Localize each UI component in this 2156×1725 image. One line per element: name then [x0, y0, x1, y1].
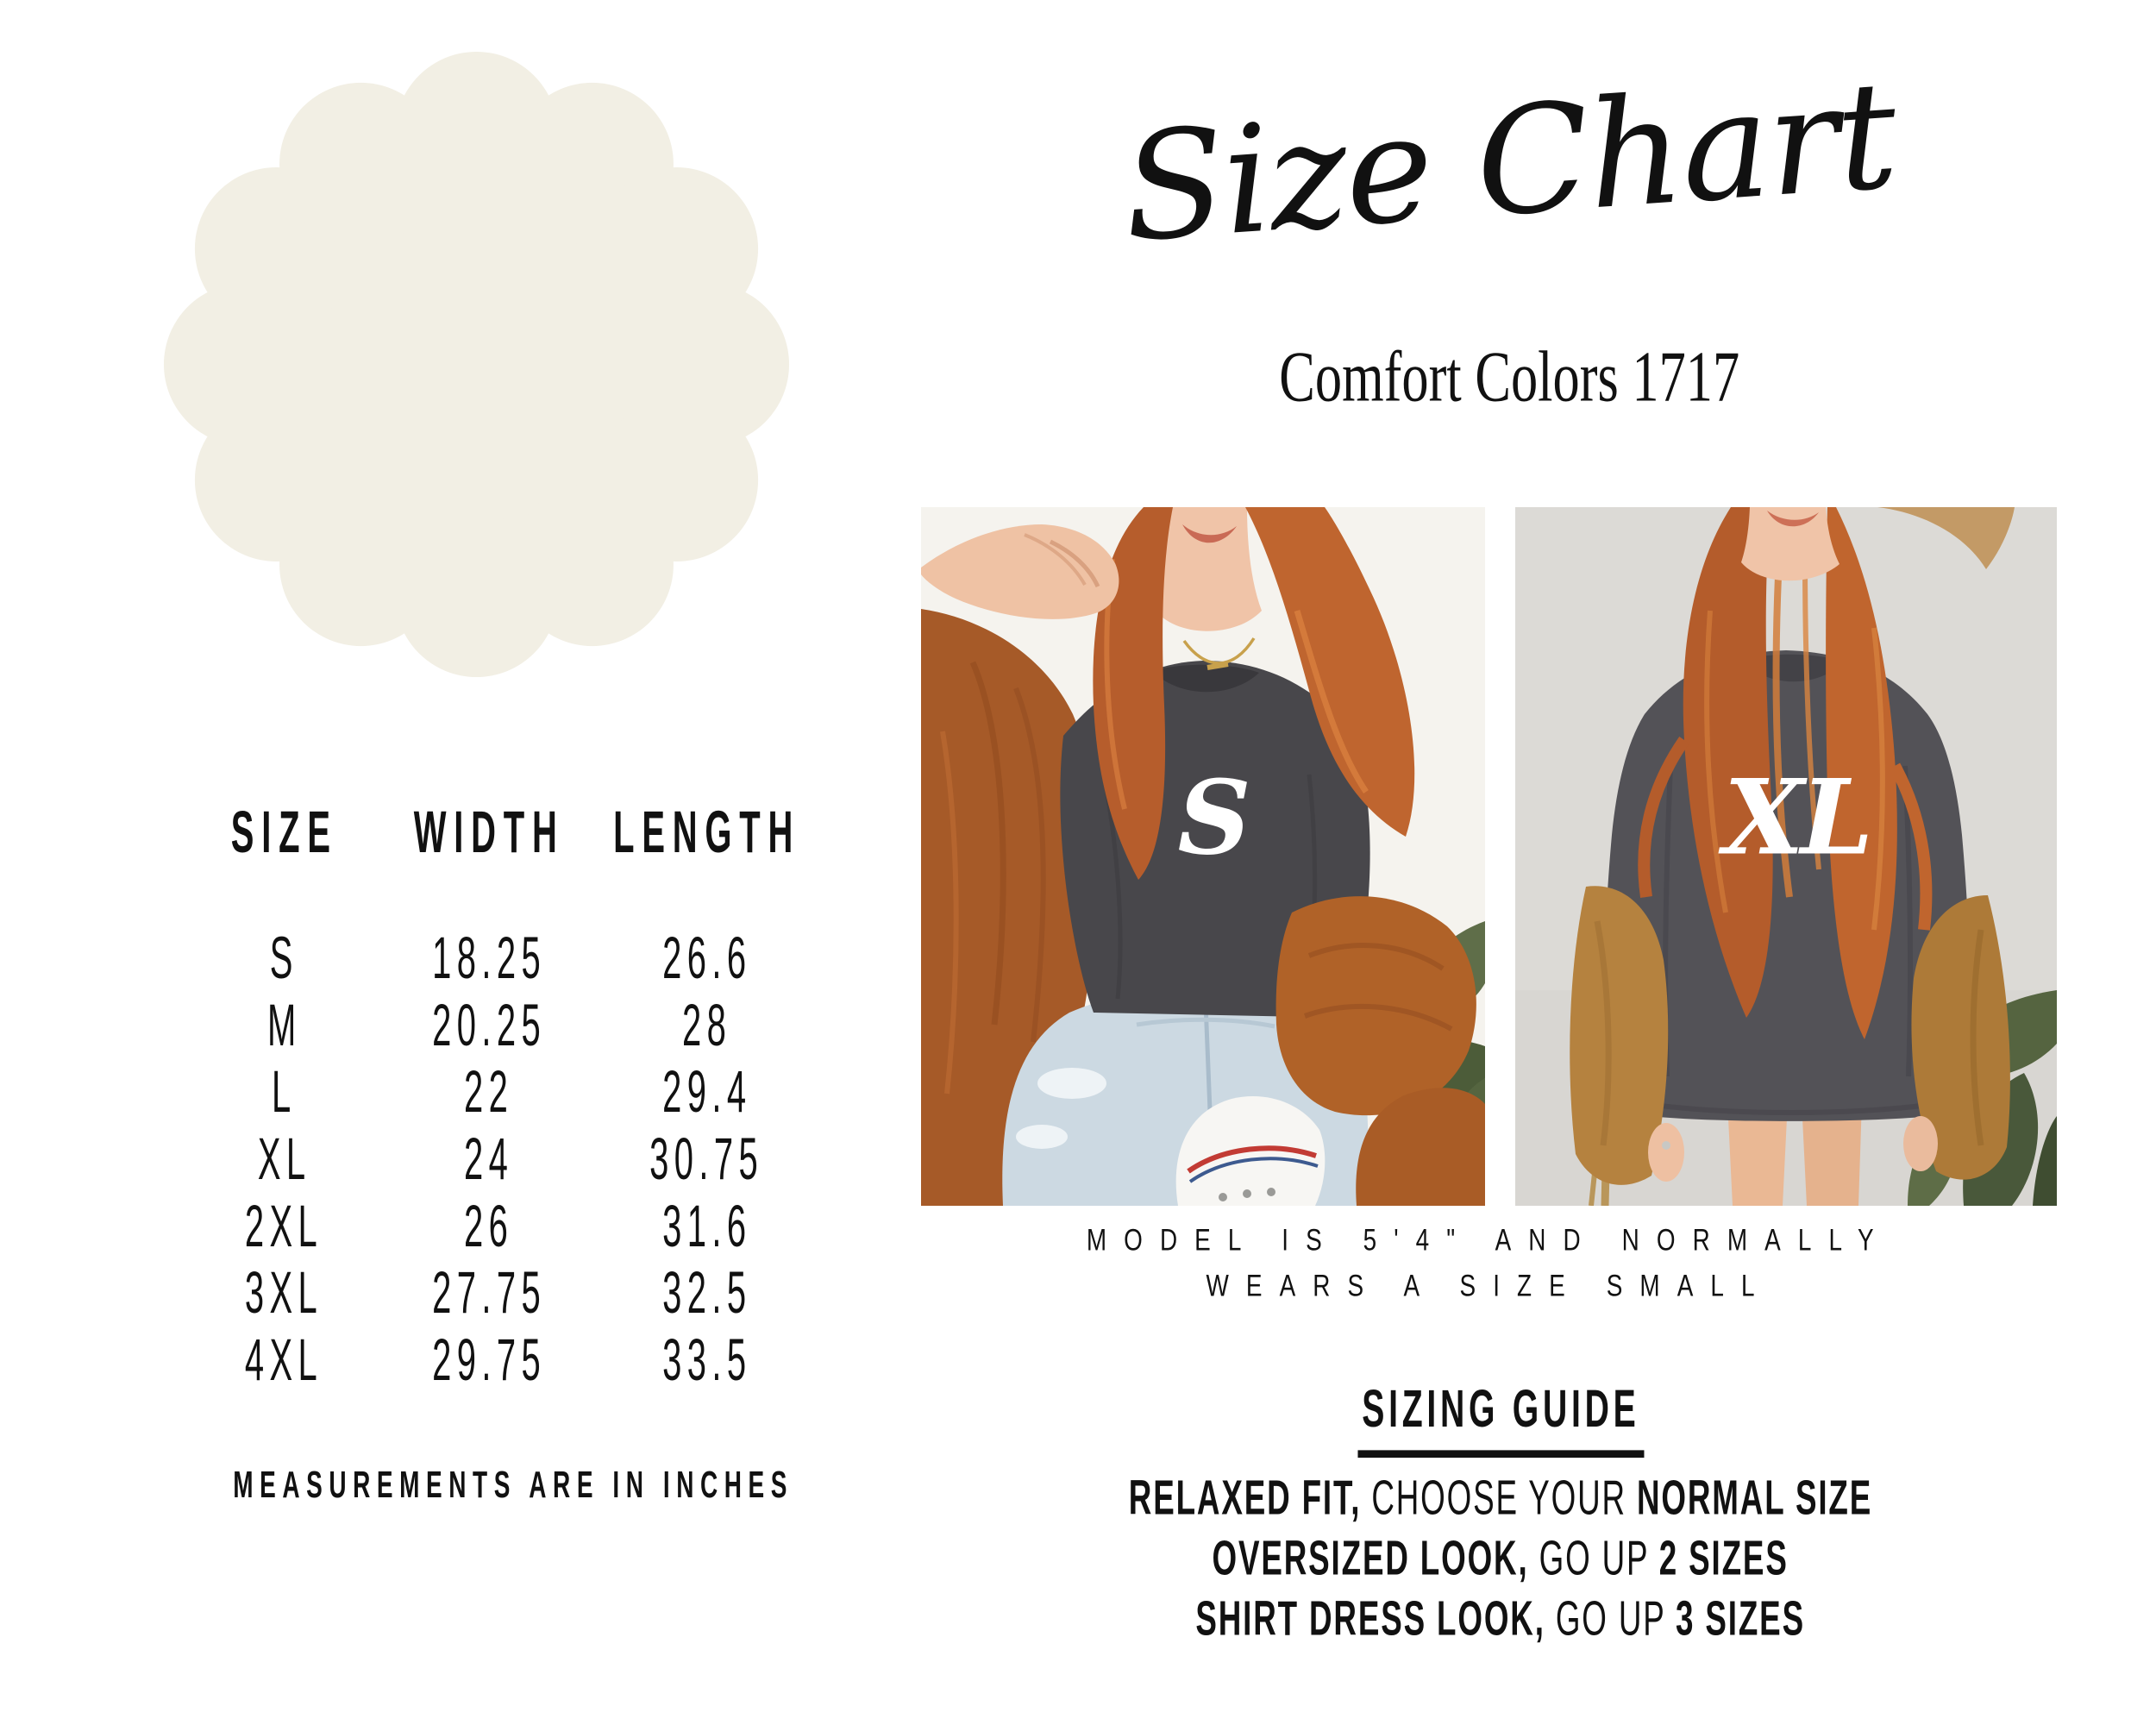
cell-size: 3XL [245, 1259, 323, 1327]
table-row [183, 1193, 821, 1260]
table-row [183, 1126, 821, 1193]
col-header-width: WIDTH [413, 799, 565, 866]
col-header-length: LENGTH [612, 799, 801, 866]
cell-size: XL [257, 1126, 311, 1193]
table-row [183, 992, 821, 1059]
cell-length: 30.75 [649, 1126, 764, 1193]
model-photo-size-xl [1515, 507, 2057, 1206]
cell-length: 33.5 [661, 1327, 752, 1394]
cell-length: 31.6 [661, 1193, 752, 1259]
guide-line-oversized: OVERSIZED LOOK, GO UP 2 SIZES [1212, 1530, 1789, 1585]
model-photo-size-s [921, 507, 1485, 1206]
col-header-size: SIZE [230, 799, 338, 866]
cell-size: 4XL [245, 1327, 323, 1394]
measurements-note: MEASUREMENTS ARE IN INCHES [233, 1464, 793, 1506]
table-row [183, 925, 821, 992]
size-table-header [183, 800, 821, 864]
cell-size: L [272, 1058, 297, 1126]
cell-length: 29.4 [661, 1058, 752, 1126]
page-title-script: Size Chart [1117, 47, 1901, 276]
cell-width: 26 [464, 1193, 514, 1259]
model-caption [921, 1220, 2057, 1311]
table-row [183, 1259, 821, 1327]
size-table [183, 800, 821, 1394]
cell-length: 26.6 [661, 925, 752, 992]
guide-line-relaxed: RELAXED FIT, CHOOSE YOUR NORMAL SIZE [1128, 1470, 1873, 1525]
cell-width: 22 [464, 1058, 514, 1126]
cell-size: 2XL [245, 1193, 323, 1259]
shirt-size-label-xl: XL [1723, 756, 1871, 879]
cell-length: 28 [681, 992, 732, 1058]
model-caption-line1: MODEL IS 5'4" AND NORMALLY [1087, 1222, 1891, 1258]
cell-width: 20.25 [432, 992, 546, 1058]
cell-size: S [269, 925, 299, 992]
cell-width: 18.25 [432, 925, 546, 992]
table-row [183, 1058, 821, 1126]
cell-width: 24 [464, 1126, 514, 1193]
scalloped-blob-shape [160, 47, 793, 681]
cell-size: M [266, 992, 302, 1058]
page-subtitle: Comfort Colors 1717 [1279, 336, 1739, 417]
sizing-guide-title: SIZING GUIDE [1357, 1379, 1644, 1458]
model-caption-line2: WEARS A SIZE SMALL [1206, 1268, 1772, 1303]
guide-line-shirt-dress: SHIRT DRESS LOOK, GO UP 3 SIZES [1195, 1590, 1806, 1646]
cell-width: 27.75 [432, 1259, 546, 1327]
table-row [183, 1327, 821, 1394]
sizing-guide [992, 1380, 2009, 1653]
cell-length: 32.5 [661, 1259, 752, 1327]
size-table-body [183, 925, 821, 1394]
shirt-size-label-s: S [1177, 757, 1251, 878]
cell-width: 29.75 [432, 1327, 546, 1394]
